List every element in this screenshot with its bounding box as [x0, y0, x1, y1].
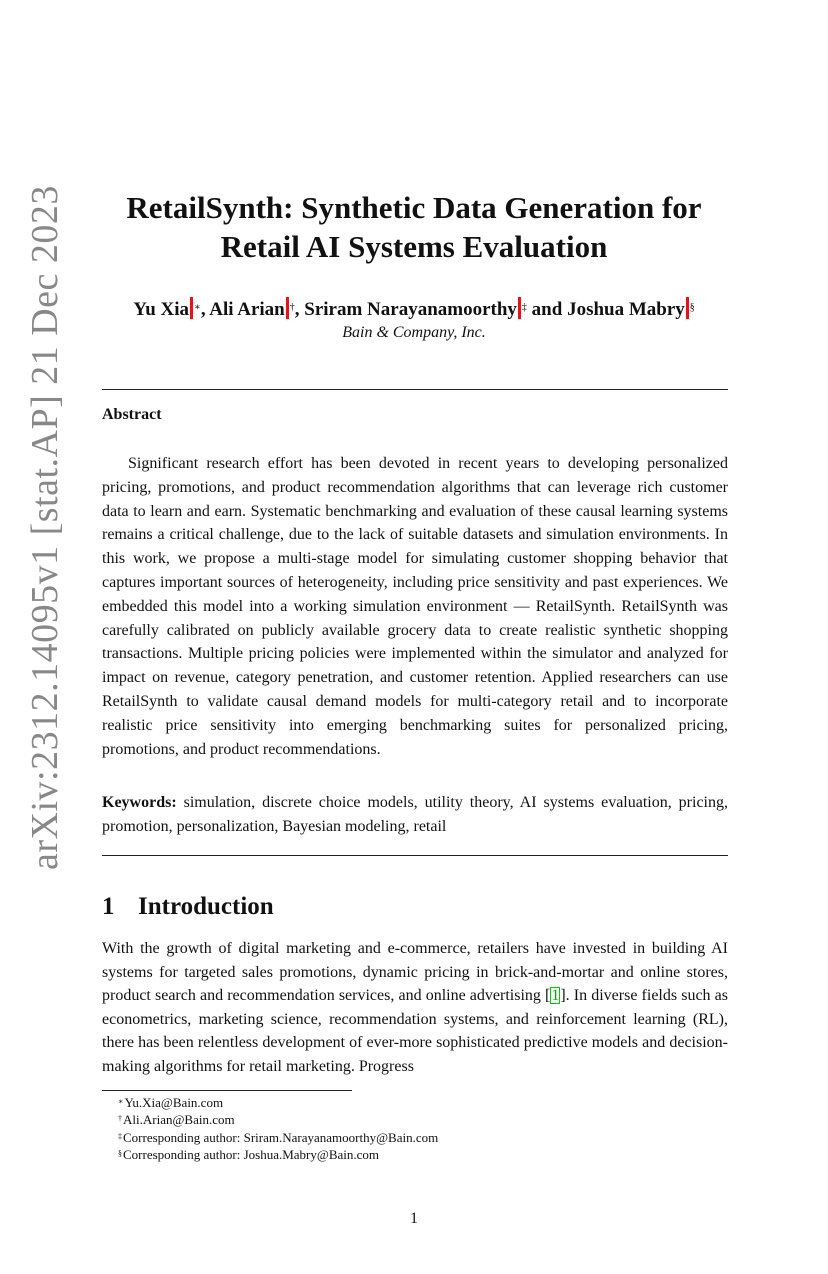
footnote-link-box[interactable] [518, 297, 521, 319]
introduction-paragraph [102, 937, 728, 1078]
intro-text: ]. In diverse fields such as econometrics, marketing science, recommendation systems, and reinforcement learning (RL), there has been relentless development of ever-more sophisticated predictive models and decision-making algorithms for retail marketing. Progress [102, 987, 728, 1075]
footnotes [118, 1094, 438, 1163]
author-separator: and [531, 299, 563, 320]
footnote-rule [102, 1090, 352, 1091]
affiliation: Bain & Company, Inc. [342, 324, 486, 341]
section-heading [102, 891, 274, 923]
footnote-mark: § [118, 1148, 122, 1158]
abstract-top-rule [102, 389, 728, 390]
arxiv-identifier-stamp[interactable]: arXiv:2312.14095v1 [stat.AP] 21 Dec 2023 [24, 185, 66, 870]
footnote-mark[interactable]: ∗ [194, 302, 201, 313]
footnote [118, 1094, 438, 1111]
footnote-text: Corresponding author: Sriram.Narayanamoorthy@Bain.com [123, 1129, 439, 1145]
author-name: Joshua Mabry [567, 299, 685, 320]
page-number: 1 [410, 1210, 418, 1227]
section-number: 1 [102, 893, 115, 920]
footnote-link-box[interactable] [686, 297, 689, 319]
footnote-mark[interactable]: ‡ [521, 302, 527, 313]
footnote-mark: ‡ [118, 1131, 122, 1141]
footnote-mark[interactable]: † [289, 302, 295, 313]
keywords-label: Keywords: [102, 794, 177, 811]
footnote [118, 1146, 438, 1163]
abstract-text: Significant research effort has been devoted in recent years to developing personalized pricing, promotions, and product recommendation algorithms that can leverage rich customer data to learn and earn. Systematic benchmarking and evaluation of these causal learning systems remains a critical challenge, due to the lack of suitable datasets and simulation environments. In this work, we propose a multi-stage model for simulating customer shopping behavior that captures important sources of heterogeneity, including price sensitivity and past experiences. We embedded this model into a working simulation environment — RetailSynth. RetailSynth was carefully calibrated on publicly available grocery data to create realistic synthetic shopping transactions. Multiple pricing policies were implemented within the simulator and analyzed for impact on revenue, category penetration, and customer retention. Applied researchers can use RetailSynth to validate causal demand models for multi-category retail and to incorporate realistic price sensitivity into emerging benchmarking suites for personalized pricing, promotions, and product recommendations. [102, 455, 728, 758]
footnote-mark[interactable]: § [689, 302, 695, 313]
title-line-1: RetailSynth: Synthetic Data Generation for [126, 190, 702, 225]
keywords-text: simulation, discrete choice models, utility theory, AI systems evaluation, pricing, promotion, personalization, Bayesian modeling, retail [102, 794, 728, 835]
author-name: Sriram Narayanamoorthy [304, 299, 517, 320]
author-name: Ali Arian [209, 299, 285, 320]
footnote-text: Corresponding author: Joshua.Mabry@Bain.com [123, 1146, 380, 1162]
abstract-heading: Abstract [102, 406, 162, 423]
intro-text: With the growth of digital marketing and e-commerce, retailers have invested in building AI systems for targeted sales promotions, dynamic pricing in brick-and-mortar and online stores, product search and recommendation services, and online advertising [ [102, 940, 728, 1004]
author-list [100, 297, 728, 323]
author-separator: , [294, 299, 300, 320]
citation-link[interactable]: 1 [551, 987, 560, 1004]
footnote-link-box[interactable] [190, 297, 193, 319]
footnote [118, 1111, 438, 1128]
author-name: Yu Xia [133, 299, 190, 320]
abstract-bottom-rule [102, 855, 728, 856]
footnote-link-box[interactable] [286, 297, 289, 319]
footnote-text: Ali.Arian@Bain.com [123, 1112, 235, 1128]
footnote-mark: † [118, 1114, 122, 1124]
section-title: Introduction [138, 893, 274, 920]
title-line-2: Retail AI Systems Evaluation [220, 229, 608, 264]
keywords [102, 791, 728, 839]
paper-title [100, 188, 728, 266]
footnote-text: Yu.Xia@Bain.com [124, 1095, 224, 1110]
footnote-mark: ∗ [118, 1097, 124, 1106]
footnote [118, 1129, 438, 1146]
author-separator: , [200, 299, 206, 320]
